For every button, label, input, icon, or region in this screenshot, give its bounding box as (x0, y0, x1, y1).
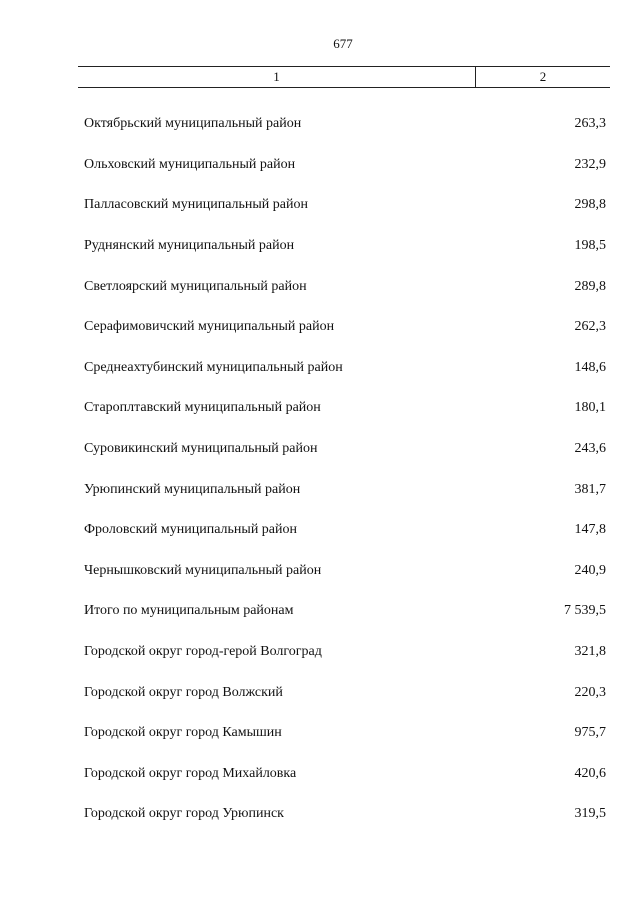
district-value: 381,7 (574, 481, 606, 497)
district-name: Чернышковский муниципальный район (84, 562, 322, 578)
table-row (84, 145, 606, 186)
district-value: 975,7 (574, 725, 606, 741)
table-row (84, 754, 606, 795)
table-header-col-2: 2 (539, 69, 547, 84)
table-row (84, 794, 606, 835)
district-name: Октябрьский муниципальный район (84, 116, 302, 132)
table-row (84, 226, 606, 267)
district-value: 298,8 (574, 197, 606, 213)
table-row (84, 388, 606, 429)
table-row (84, 510, 606, 551)
table-body (84, 104, 606, 835)
table-row (84, 591, 606, 632)
district-name: Руднянский муниципальный район (84, 238, 295, 254)
table-row (84, 185, 606, 226)
table-row (84, 307, 606, 348)
district-name: Ольховский муниципальный район (84, 156, 296, 172)
district-value: 262,3 (574, 319, 606, 335)
district-value: 180,1 (574, 400, 606, 416)
district-name: Староплтавский муниципальный район (84, 400, 321, 416)
district-value: 243,6 (574, 441, 606, 457)
table-row (84, 672, 606, 713)
district-name: Палласовский муниципальный район (84, 197, 308, 213)
table-row (84, 266, 606, 307)
district-value: 240,9 (574, 562, 606, 578)
district-name: Итого по муниципальным районам (84, 603, 294, 619)
district-name: Урюпинский муниципальный район (84, 481, 301, 497)
district-name: Городской округ город Михайловка (84, 765, 297, 781)
table-row (84, 551, 606, 592)
table-row (84, 713, 606, 754)
table-row (84, 469, 606, 510)
district-name: Суровикинский муниципальный район (84, 441, 318, 457)
district-name: Городской округ город Урюпинск (84, 806, 284, 822)
page-number: 677 (333, 36, 353, 51)
table-row (84, 348, 606, 389)
district-value: 232,9 (574, 156, 606, 172)
district-value: 7 539,5 (564, 603, 606, 619)
table-row (84, 429, 606, 470)
district-name: Светлоярский муниципальный район (84, 278, 307, 294)
table-row (84, 104, 606, 145)
district-name: Фроловский муниципальный район (84, 522, 298, 538)
district-name: Среднеахтубинский муниципальный район (84, 359, 343, 375)
district-value: 220,3 (574, 684, 606, 700)
district-name: Городской округ город Камышин (84, 725, 282, 741)
district-value: 319,5 (574, 806, 606, 822)
table-header (78, 66, 610, 88)
district-value: 420,6 (574, 765, 606, 781)
table-row (84, 632, 606, 673)
district-name: Серафимовичский муниципальный район (84, 319, 335, 335)
district-value: 148,6 (574, 359, 606, 375)
district-name: Городской округ город-герой Волгоград (84, 644, 322, 660)
district-value: 147,8 (574, 522, 606, 538)
district-value: 198,5 (574, 238, 606, 254)
district-value: 321,8 (574, 644, 606, 660)
district-value: 263,3 (574, 116, 606, 132)
table-header-col-1: 1 (78, 67, 476, 87)
district-value: 289,8 (574, 278, 606, 294)
district-name: Городской округ город Волжский (84, 684, 283, 700)
